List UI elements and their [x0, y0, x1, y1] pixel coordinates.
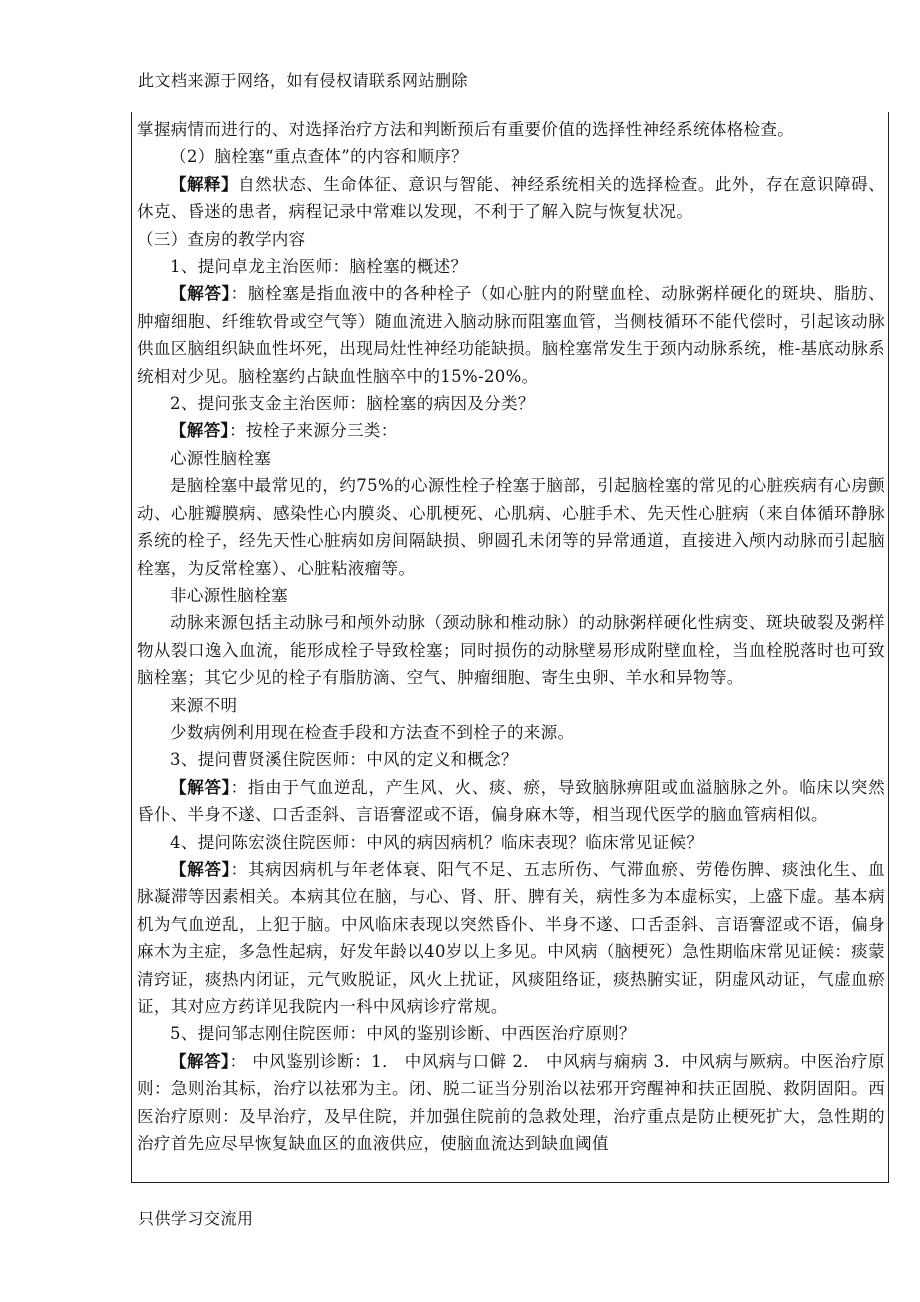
paragraph-text: 5、提问邹志刚住院医师：中风的鉴别诊断、中西医治疗原则？ [170, 1024, 636, 1044]
paragraph [137, 472, 885, 582]
paragraph [137, 253, 885, 280]
header-note: 此文档来源于网络，如有侵权请联系网站删除 [138, 71, 469, 90]
paragraph [137, 856, 885, 1020]
paragraph [137, 582, 885, 609]
answer-label: 【解答】 [170, 284, 231, 304]
paragraph-text: 自然状态、生命体征、意识与智能、神经系统相关的选择检查。此外，存在意识障碍、休克、昏迷的患者，病程记录中常难以发现，不利于了解入院与恢复状况。 [137, 174, 885, 222]
paragraph [137, 774, 885, 829]
paragraph-text: ：其病因病机与年老体衰、阳气不足、五志所伤、气滞血瘀、劳倦伤脾、痰浊化生、血脉凝滞等因素相关。本病其位在脑，与心、肾、肝、脾有关，病性多为本虚标实，上盛下虚。基本病机为气血逆乱，上犯于脑。中风临床表现以突然昏仆、半身不遂、口舌歪斜、言语謇涩或不语，偏身麻木为主症，多急性起病，好发年龄以40岁以上多见。中风病（脑梗死）急性期临床常见证候：痰蒙清窍证，痰热内闭证，元气败脱证，风火上扰证，风痰阻络证，痰热腑实证，阴虚风动证，气虚血瘀证，其对应方药详见我院内一科中风病诊疗常规。 [137, 859, 885, 1016]
paragraph-text: 3、提问曹贤溪住院医师：中风的定义和概念？ [170, 750, 518, 770]
answer-label: 【解答】 [170, 859, 231, 879]
paragraph-text: 2、提问张支金主治医师：脑栓塞的病因及分类？ [170, 394, 535, 414]
paragraph-text: 1、提问卓龙主治医师：脑栓塞的概述？ [170, 257, 468, 277]
paragraph [137, 692, 885, 719]
paragraph [137, 719, 885, 746]
paragraph [137, 1048, 885, 1158]
paragraph [137, 829, 885, 856]
answer-label: 【解答】 [170, 421, 230, 441]
document-table-cell [131, 112, 889, 1183]
paragraph-text: ：脑栓塞是指血液中的各种栓子（如心脏内的附壁血栓、动脉粥样硬化的斑块、脂肪、肿瘤细胞、纤维软骨或空气等）随血流进入脑动脉而阻塞血管，当侧枝循环不能代偿时，引起该动脉供血区脑组织缺血性坏死，出现局灶性神经功能缺损。脑栓塞常发生于颈内动脉系统，椎-基底动脉系统相对少见。脑栓塞约占缺血性脑卒中的15%-20%。 [137, 284, 885, 386]
paragraph-text: ：按栓子来源分三类： [229, 421, 398, 441]
document-body [132, 112, 888, 1157]
paragraph [137, 143, 885, 170]
answer-label: 【解答】 [170, 1051, 230, 1071]
paragraph-text: 掌握病情而进行的、对选择治疗方法和判断预后有重要价值的选择性神经系统体格检查。 [137, 120, 795, 139]
paragraph [137, 171, 885, 226]
paragraph-text: 心源性脑栓塞 [170, 448, 272, 468]
paragraph [137, 226, 885, 253]
answer-label: 【解答】 [170, 777, 231, 797]
paragraph-text: 少数病例利用现在检查手段和方法查不到栓子的来源。 [170, 722, 575, 742]
paragraph [137, 390, 885, 417]
paragraph-text: ： 中风鉴别诊断：1． 中风病与口僻 2． 中风病与痫病 3．中风病与厥病。中医治疗原则：急则治其标，治疗以祛邪为主。闭、脱二证当分别治以祛邪开窍醒神和扶正固脱、救阴固阳。西医治疗原则：及早治疗，及早住院，并加强住院前的急救处理，治疗重点是防止梗死扩大，急性期的治疗首先应尽早恢复缺血区的血液供应，使脑血流达到缺血阈值 [137, 1051, 885, 1154]
paragraph [137, 116, 885, 143]
answer-label: 【解释】 [170, 174, 239, 194]
paragraph-text: （三）查房的教学内容 [137, 229, 306, 249]
paragraph-text: （2）脑栓塞“重点查体”的内容和顺序？ [170, 147, 469, 167]
paragraph-text: 动脉来源包括主动脉弓和颅外动脉（颈动脉和椎动脉）的动脉粥样硬化性病变、斑块破裂及粥样物从裂口逸入血流，能形成栓子导致栓塞；同时损伤的动脉壁易形成附壁血栓，当血栓脱落时也可致脑栓塞；其它少见的栓子有脂肪滴、空气、肿瘤细胞、寄生虫卵、羊水和异物等。 [137, 613, 885, 688]
paragraph [137, 417, 885, 444]
paragraph-text: ：指由于气血逆乱，产生风、火、痰、瘀，导致脑脉痹阻或血溢脑脉之外。临床以突然昏仆、半身不遂、口舌歪斜、言语謇涩或不语，偏身麻木等，相当现代医学的脑血管病相似。 [137, 777, 885, 825]
paragraph-text: 来源不明 [170, 695, 238, 715]
paragraph-text: 非心源性脑栓塞 [170, 585, 288, 605]
paragraph-text: 是脑栓塞中最常见的，约75%的心源性栓子栓塞于脑部，引起脑栓塞的常见的心脏疾病有心房颤动、心脏瓣膜病、感染性心内膜炎、心肌梗死、心肌病、心脏手术、先天性心脏病（来自体循环静脉系统的栓子，经先天性心脏病如房间隔缺损、卵圆孔未闭等的异常通道，直接进入颅内动脉而引起脑栓塞，为反常栓塞）、心脏粘液瘤等。 [137, 476, 885, 578]
paragraph [137, 445, 885, 472]
footer-note: 只供学习交流用 [138, 1209, 254, 1228]
paragraph-text: 4、提问陈宏淡住院医师：中风的病因病机？临床表现？临床常见证候？ [170, 832, 704, 852]
paragraph [137, 280, 885, 390]
paragraph [137, 609, 885, 691]
paragraph [137, 746, 885, 773]
paragraph [137, 1020, 885, 1047]
